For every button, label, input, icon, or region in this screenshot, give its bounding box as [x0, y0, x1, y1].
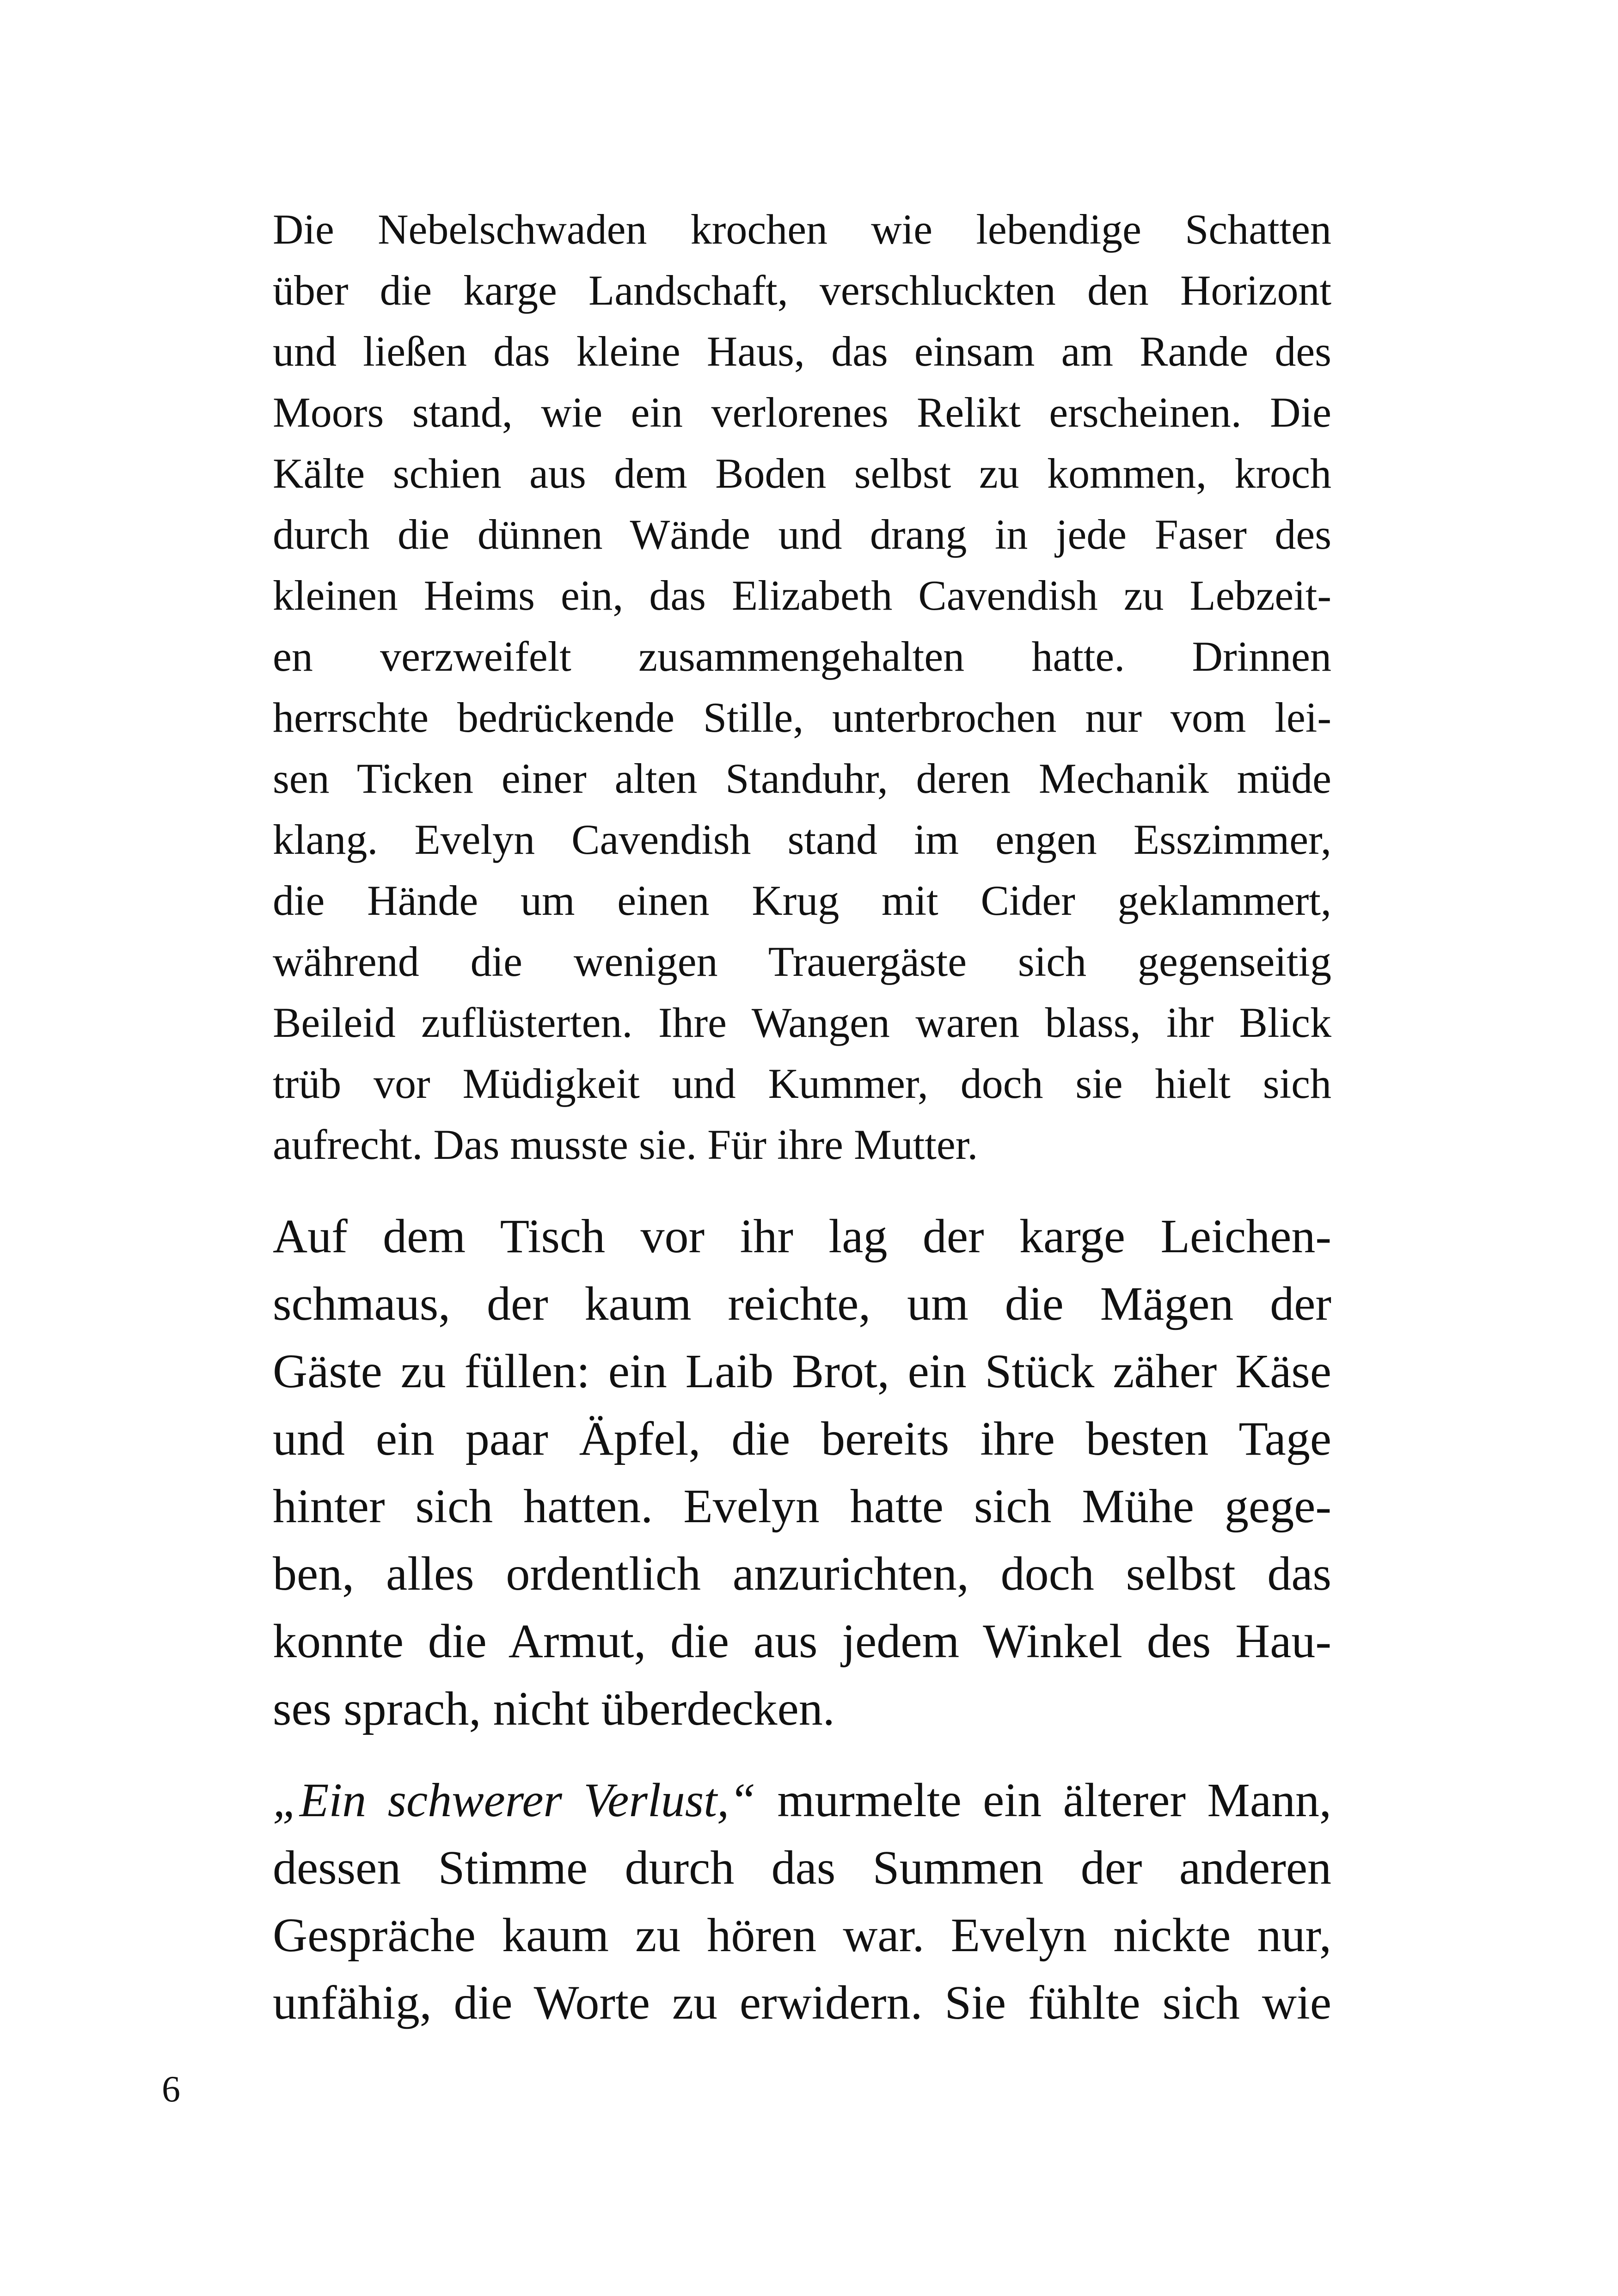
text-line: aufrecht. Das musste sie. Für ihre Mutter. — [273, 1121, 978, 1168]
text-line: sen Ticken einer alten Standuhr, deren Mechanik müde — [273, 755, 1331, 802]
text-line: und ein paar Äpfel, die bereits ihre besten Tage — [273, 1412, 1331, 1465]
dialogue-quote: „Ein schwerer Verlust,“ — [273, 1774, 756, 1827]
text-line: trüb vor Müdigkeit und Kummer, doch sie hielt sich — [273, 1060, 1331, 1107]
text-line: klang. Evelyn Cavendish stand im engen Esszimmer, — [273, 816, 1331, 863]
text-line: ses sprach, nicht überdecken. — [273, 1682, 835, 1735]
text-line: Die Nebelschwaden krochen wie lebendige Schatten — [273, 206, 1331, 253]
dialogue-tag: murmelte ein älterer Mann, — [756, 1774, 1331, 1827]
text-line: und ließen das kleine Haus, das einsam am Rande des — [273, 328, 1331, 375]
text-line: Gäste zu füllen: ein Laib Brot, ein Stück zäher Käse — [273, 1345, 1331, 1398]
text-line: ben, alles ordentlich anzurichten, doch selbst das — [273, 1547, 1331, 1600]
paragraph-1 — [273, 199, 1331, 1175]
text-line: Moors stand, wie ein verlorenes Relikt erscheinen. Die — [273, 389, 1331, 436]
text-line: kleinen Heims ein, das Elizabeth Cavendish zu Lebzeit- — [273, 572, 1331, 619]
text-line: unfähig, die Worte zu erwidern. Sie fühlte sich wie — [273, 1976, 1331, 2029]
text-line: dessen Stimme durch das Summen der anderen — [273, 1841, 1331, 1894]
paragraph-2 — [273, 1203, 1331, 1743]
paragraph-3 — [273, 1767, 1331, 2037]
text-line: konnte die Armut, die aus jedem Winkel des Hau- — [273, 1615, 1331, 1668]
text-line: über die karge Landschaft, verschluckten den Horizont — [273, 267, 1331, 314]
text-line: Beileid zuflüsterten. Ihre Wangen waren blass, ihr Blick — [273, 999, 1331, 1046]
text-line: durch die dünnen Wände und drang in jede Faser des — [273, 511, 1331, 558]
text-line: hinter sich hatten. Evelyn hatte sich Mühe gege- — [273, 1480, 1331, 1533]
text-line-with-quote — [273, 1767, 1331, 1834]
page-number: 6 — [162, 2069, 180, 2110]
text-line: während die wenigen Trauergäste sich gegenseitig — [273, 938, 1331, 985]
body-text — [273, 199, 1331, 2037]
text-line: Kälte schien aus dem Boden selbst zu kommen, kroch — [273, 450, 1331, 497]
text-line: Gespräche kaum zu hören war. Evelyn nickte nur, — [273, 1909, 1331, 1962]
text-line: en verzweifelt zusammengehalten hatte. Drinnen — [273, 633, 1331, 680]
text-line: Auf dem Tisch vor ihr lag der karge Leichen- — [273, 1210, 1331, 1263]
text-line: schmaus, der kaum reichte, um die Mägen der — [273, 1277, 1331, 1330]
text-line: die Hände um einen Krug mit Cider geklammert, — [273, 877, 1331, 924]
text-line: herrschte bedrückende Stille, unterbrochen nur vom lei- — [273, 694, 1331, 741]
